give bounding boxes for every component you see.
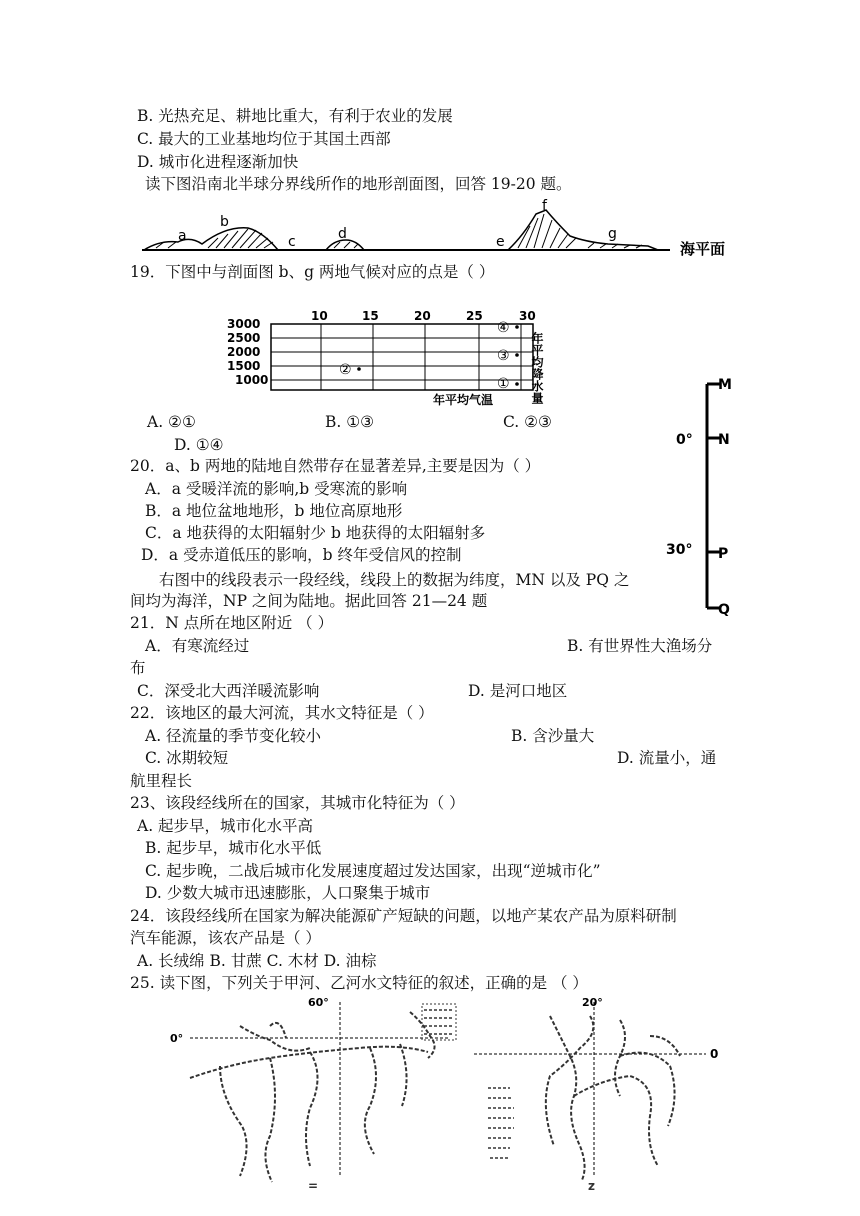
question-19: 19．下图中与剖面图 b、g 两地气候对应的点是（ ） xyxy=(130,263,495,281)
y-tick: 2000 xyxy=(227,345,261,359)
option-d-line: D. 城市化进程逐渐加快 xyxy=(137,153,299,171)
q22-option-a: A. 径流量的季节变化较小 xyxy=(145,727,322,745)
q19-option-c: C. ②③ xyxy=(503,413,552,431)
label-b: b xyxy=(220,214,229,230)
intro-21-24-line2: 间均为海洋，NP 之间为陆地。据此回答 21—24 题 xyxy=(130,592,488,610)
intro-19-20: 读下图沿南北半球分界线所作的地形剖面图，回答 19-20 题。 xyxy=(145,175,572,193)
question-24-cont: 汽车能源，该农产品是（ ） xyxy=(130,929,321,947)
q19-option-d: D. ①④ xyxy=(174,436,224,454)
q23-option-b: B. 起步早，城市化水平低 xyxy=(145,839,322,857)
label-m: M xyxy=(718,377,732,393)
q19-option-b: B. ①③ xyxy=(325,413,375,431)
x-tick: 30 xyxy=(519,309,536,323)
x-axis-label: 年平均气温 xyxy=(433,393,494,407)
q22-option-b: B. 含沙量大 xyxy=(511,727,595,745)
point-3: ③ xyxy=(497,348,510,364)
q23-option-d: D. 少数大城市迅速膨胀，人口聚集于城市 xyxy=(145,884,431,902)
left-lon-label: 60° xyxy=(308,996,329,1009)
q20-option-b: B．a 地位盆地地形，b 地位高原地形 xyxy=(145,502,403,520)
question-23: 23、该段经线所在的国家，其城市化特征为（ ） xyxy=(130,794,465,812)
y-tick: 1500 xyxy=(227,359,261,373)
label-p: P xyxy=(718,546,729,562)
q23-option-a: A. 起步早，城市化水平高 xyxy=(137,817,314,835)
y-tick: 1000 xyxy=(235,373,269,387)
x-tick: 25 xyxy=(466,309,483,323)
label-f: f xyxy=(542,198,547,214)
x-tick: 10 xyxy=(311,309,328,323)
right-lat-label: 0 xyxy=(710,1047,719,1061)
question-21: 21．N 点所在地区附近 （ ） xyxy=(130,614,334,632)
label-a: a xyxy=(178,228,187,244)
label-e: e xyxy=(496,234,505,250)
q23-option-c: C. 起步晚，二战后城市化发展速度超过发达国家，出现“逆城市化” xyxy=(145,862,601,880)
q21-option-b-cont: 布 xyxy=(130,659,146,677)
x-tick: 15 xyxy=(362,309,379,323)
svg-text:=: = xyxy=(308,1179,319,1193)
option-b-line: B. 光热充足、耕地比重大，有利于农业的发展 xyxy=(137,107,453,125)
label-n: N xyxy=(718,432,730,448)
q21-option-a: A．有寒流经过 xyxy=(145,637,250,655)
q21-option-d: D. 是河口地区 xyxy=(468,682,568,700)
q20-option-d: D．a 受赤道低压的影响，b 终年受信风的控制 xyxy=(141,546,462,564)
point-2: ② xyxy=(339,362,352,378)
lat-30: 30° xyxy=(666,542,693,558)
landform-e-f-g xyxy=(508,210,658,250)
y-tick: 2500 xyxy=(227,331,261,345)
intro-21-24-line1: 右图中的线段表示一段经线，线段上的数据为纬度，MN 以及 PQ 之 xyxy=(159,571,630,589)
q21-option-c: C．深受北大西洋暖流影响 xyxy=(137,682,320,700)
meridian-figure xyxy=(660,372,730,620)
q24-options: A. 长绒绵 B. 甘蔗 C. 木材 D. 油棕 xyxy=(137,952,377,970)
label-d: d xyxy=(338,226,347,242)
q22-option-c: C. 冰期较短 xyxy=(145,749,229,767)
option-c-line: C. 最大的工业基地均位于其国土西部 xyxy=(137,130,391,148)
svg-text:z: z xyxy=(588,1179,595,1193)
q22-option-d-cont: 航里程长 xyxy=(130,772,193,790)
label-q: Q xyxy=(718,602,730,618)
sea-level-label: 海平面 xyxy=(680,240,726,258)
label-c: c xyxy=(288,234,296,250)
q21-option-b: B. 有世界性大渔场分 xyxy=(567,637,713,655)
x-tick: 20 xyxy=(414,309,431,323)
river-map-left xyxy=(160,996,460,1196)
question-20: 20．a、b 两地的陆地自然带存在显著差异,主要是因为（ ） xyxy=(130,457,541,475)
left-lat-label: 0° xyxy=(170,1032,184,1045)
question-24: 24．该段经线所在国家为解决能源矿产短缺的问题，以地产某农产品为原料研制 xyxy=(130,907,677,925)
q19-option-a: A. ②① xyxy=(147,413,196,431)
question-22: 22．该地区的最大河流，其水文特征是（ ） xyxy=(130,704,434,722)
climate-chart xyxy=(225,304,560,408)
point-4: ④ xyxy=(497,320,510,336)
label-g: g xyxy=(608,226,617,242)
right-lon-label: 20° xyxy=(582,996,603,1009)
question-25: 25. 读下图，下列关于甲河、乙河水文特征的叙述，正确的是 （ ） xyxy=(130,974,588,992)
q20-option-a: A．a 受暖洋流的影响,b 受寒流的影响 xyxy=(145,480,408,498)
lat-0: 0° xyxy=(676,432,693,448)
q22-option-d: D. 流量小，通 xyxy=(617,749,717,767)
point-1: ① xyxy=(497,376,510,392)
terrain-profile-figure xyxy=(138,196,738,258)
y-axis-label: 年平均降水量 xyxy=(530,332,544,404)
y-tick: 3000 xyxy=(227,317,261,331)
q20-option-c: C．a 地获得的太阳辐射少 b 地获得的太阳辐射多 xyxy=(145,524,486,542)
river-map-right xyxy=(470,996,730,1196)
